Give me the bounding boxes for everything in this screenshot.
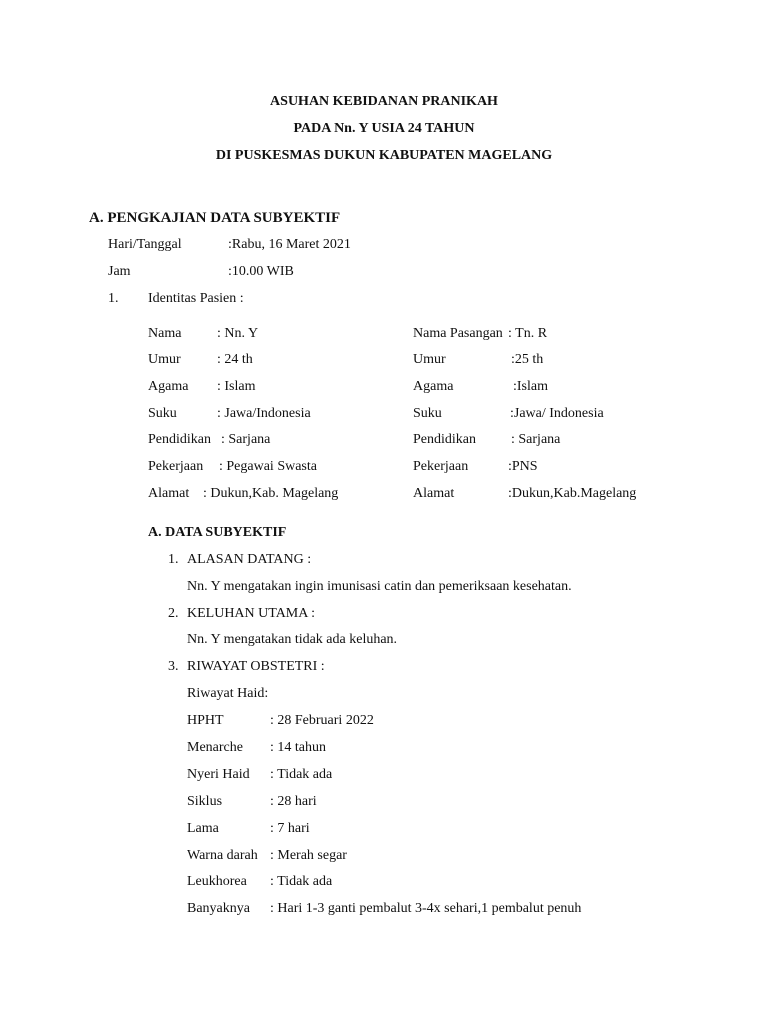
jam-label: Jam <box>108 264 131 279</box>
pasangan-alamat-label: Alamat <box>413 486 455 501</box>
pasien-agama-label: Agama <box>148 379 189 394</box>
haid-row-label: Leukhorea <box>187 874 247 889</box>
pasien-umur-label: Umur <box>148 352 181 367</box>
haid-row-value: : 28 hari <box>270 794 317 809</box>
pasien-suku-label: Suku <box>148 406 177 421</box>
pasangan-agama-value: :Islam <box>513 379 548 394</box>
identitas-number: 1. <box>108 291 119 306</box>
haid-row-value: : Merah segar <box>270 848 347 863</box>
pasien-agama-value: : Islam <box>217 379 256 394</box>
haid-row-value: : Tidak ada <box>270 874 333 889</box>
pasangan-alamat-value: :Dukun,Kab.Magelang <box>508 486 637 501</box>
haid-row-label: Nyeri Haid <box>187 767 250 782</box>
section-heading-pengkajian: A. PENGKAJIAN DATA SUBYEKTIF <box>89 210 341 226</box>
haid-row-value: : 14 tahun <box>270 740 326 755</box>
hari-tanggal-value: :Rabu, 16 Maret 2021 <box>228 237 351 252</box>
pasien-nama-label: Nama <box>148 326 182 341</box>
keluhan-utama-text: Nn. Y mengatakan tidak ada keluhan. <box>187 632 398 647</box>
alasan-datang-text: Nn. Y mengatakan ingin imunisasi catin dan pemeriksaan kesehatan. <box>187 579 572 594</box>
keluhan-utama-number: 2. <box>168 606 179 621</box>
pasangan-agama-label: Agama <box>413 379 454 394</box>
jam-value: :10.00 WIB <box>228 264 294 279</box>
pasien-suku-value: : Jawa/Indonesia <box>217 406 311 421</box>
pasien-pendidikan-value: : Sarjana <box>221 432 271 447</box>
pasangan-pekerjaan-value: :PNS <box>508 459 538 474</box>
pasangan-nama-label: Nama Pasangan <box>413 326 503 341</box>
pasangan-nama-value: : Tn. R <box>508 326 548 341</box>
pasangan-suku-label: Suku <box>413 406 442 421</box>
haid-row-value: : 7 hari <box>270 821 310 836</box>
alasan-datang-number: 1. <box>168 552 179 567</box>
pasien-pekerjaan-value: : Pegawai Swasta <box>219 459 317 474</box>
haid-row-label: Lama <box>187 821 219 836</box>
pasangan-pendidikan-value: : Sarjana <box>511 432 561 447</box>
haid-row-label: Menarche <box>187 740 243 755</box>
haid-row-value: : 28 Februari 2022 <box>270 713 374 728</box>
haid-row-label: Warna darah <box>187 848 258 863</box>
alasan-datang-label: ALASAN DATANG : <box>187 552 312 567</box>
identitas-pasien-label: Identitas Pasien : <box>148 291 244 306</box>
document-title-line-1: ASUHAN KEBIDANAN PRANIKAH <box>270 94 498 109</box>
haid-row-label: Siklus <box>187 794 223 809</box>
pasien-nama-value: : Nn. Y <box>217 326 259 341</box>
pasien-pekerjaan-label: Pekerjaan <box>148 459 204 474</box>
pasangan-pekerjaan-label: Pekerjaan <box>413 459 469 474</box>
riwayat-haid-label: Riwayat Haid: <box>187 686 269 701</box>
document-title-line-2: PADA Nn. Y USIA 24 TAHUN <box>293 121 475 136</box>
haid-row-label: Banyaknya <box>187 901 250 916</box>
pasangan-umur-value: :25 th <box>511 352 544 367</box>
document-title-line-3: DI PUSKESMAS DUKUN KABUPATEN MAGELANG <box>215 148 553 163</box>
pasangan-pendidikan-label: Pendidikan <box>413 432 476 447</box>
section-heading-data-subyektif: A. DATA SUBYEKTIF <box>148 525 287 540</box>
riwayat-obstetri-label: RIWAYAT OBSTETRI : <box>187 659 325 674</box>
pasangan-suku-value: :Jawa/ Indonesia <box>510 406 604 421</box>
pasien-umur-value: : 24 th <box>217 352 253 367</box>
keluhan-utama-label: KELUHAN UTAMA : <box>187 606 315 621</box>
pasien-alamat-label: Alamat <box>148 486 190 501</box>
pasien-pendidikan-label: Pendidikan <box>148 432 211 447</box>
haid-row-value: : Hari 1-3 ganti pembalut 3-4x sehari,1 pembalut penuh <box>270 901 582 916</box>
haid-row-label: HPHT <box>187 713 224 728</box>
pasien-alamat-value: : Dukun,Kab. Magelang <box>203 486 339 501</box>
haid-row-value: : Tidak ada <box>270 767 333 782</box>
riwayat-obstetri-number: 3. <box>168 659 179 674</box>
hari-tanggal-label: Hari/Tanggal <box>108 237 182 252</box>
pasangan-umur-label: Umur <box>413 352 446 367</box>
